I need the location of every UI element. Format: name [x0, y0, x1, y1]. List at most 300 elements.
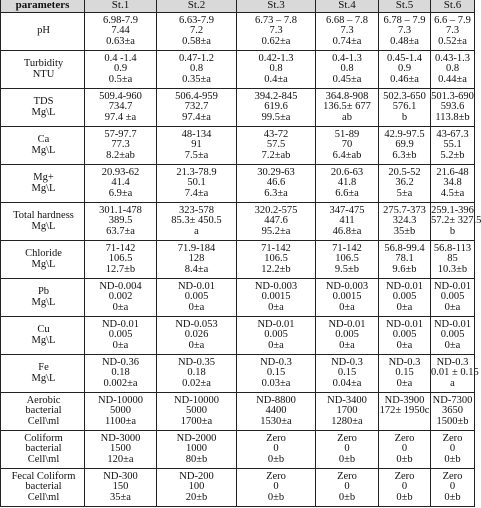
cell-line: 301.1-478 — [99, 204, 142, 216]
cell-line: 732.7 — [184, 101, 209, 113]
cell-line: 41.8 — [337, 177, 357, 189]
header-st3: St.3 — [237, 0, 316, 13]
cell-line: 0.4-1.3 — [332, 52, 362, 64]
cell-line: 4.5±a — [440, 187, 465, 199]
cell-line: 95.2±a — [261, 225, 291, 237]
cell-line: 0 — [344, 481, 350, 493]
data-cell — [316, 279, 379, 317]
data-cell — [157, 317, 237, 355]
table-row — [1, 279, 475, 317]
cell-line: 0±a — [268, 301, 284, 313]
data-cell — [379, 469, 431, 507]
cell-line: 9.6±b — [392, 263, 417, 275]
cell-line: 7.2±ab — [261, 149, 291, 161]
table-row — [1, 241, 475, 279]
cell-line: 8.4±a — [184, 263, 209, 275]
cell-line: 0.02±a — [182, 377, 211, 389]
cell-line: 0±a — [112, 339, 129, 351]
cell-line: 21.3-78.9 — [176, 166, 217, 178]
cell-line: ND-0.36 — [101, 356, 140, 368]
row-label-line: Fecal Coliform — [11, 470, 76, 482]
cell-line: 320.2-575 — [254, 204, 298, 216]
cell-line: 0.45-1.4 — [387, 52, 422, 64]
data-cell — [431, 469, 475, 507]
cell-line: 1280±a — [331, 415, 363, 427]
cell-line: 70 — [341, 139, 353, 151]
data-cell — [157, 165, 237, 203]
cell-line: 0.005 — [184, 291, 209, 303]
row-label-line: bacterial — [25, 443, 62, 455]
cell-line: 85.3± 450.5 — [171, 215, 222, 227]
cell-line: 20.6-63 — [330, 166, 364, 178]
cell-line: ND-0.3 — [260, 356, 292, 368]
cell-line: 447.6 — [264, 215, 288, 227]
cell-line: 35±b — [393, 225, 416, 237]
data-cell — [379, 241, 431, 279]
cell-line: ND-200 — [179, 470, 214, 482]
cell-line: b — [401, 111, 408, 123]
cell-line: 56.8-99.4 — [384, 242, 425, 254]
cell-line: 0±a — [268, 339, 284, 351]
data-cell — [157, 89, 237, 127]
data-cell — [379, 393, 431, 431]
cell-line: ND-0.01 — [433, 318, 472, 330]
cell-line: 0.5±a — [108, 73, 133, 85]
cell-line: 0.15 — [337, 367, 357, 379]
cell-line: 20±b — [185, 491, 208, 503]
row-label — [1, 431, 85, 469]
row-label-line: Cell\ml — [27, 453, 60, 465]
cell-line: ND-0.01 — [385, 318, 424, 330]
row-label — [1, 317, 85, 355]
data-cell — [316, 317, 379, 355]
cell-line: 593.6 — [440, 101, 465, 113]
cell-line: 106.5 — [264, 253, 288, 265]
row-label-line: Mg\L — [31, 258, 56, 270]
data-cell — [157, 393, 237, 431]
cell-line: ND-0.01 — [101, 318, 140, 330]
cell-line: 20.93-62 — [101, 166, 140, 178]
row-label — [1, 469, 85, 507]
cell-line: 7.3 — [340, 25, 354, 37]
cell-line: ND-0.01 — [328, 318, 366, 330]
cell-line: 0.4 -1.4 — [104, 52, 137, 64]
row-label-line: Cell\ml — [27, 415, 60, 427]
data-cell — [85, 317, 157, 355]
cell-line: 100 — [188, 481, 205, 493]
row-label — [1, 279, 85, 317]
data-cell — [85, 51, 157, 89]
cell-line: Zero — [337, 432, 357, 444]
data-cell — [157, 431, 237, 469]
cell-line: 1000 — [186, 443, 207, 455]
cell-line: 0.15 — [266, 367, 286, 379]
cell-line: 6.4±ab — [332, 149, 362, 161]
cell-line: 0±a — [396, 339, 413, 351]
cell-line: 57-97.7 — [104, 128, 137, 140]
row-label-line: Cu — [37, 324, 50, 335]
table-row — [1, 51, 475, 89]
cell-line: 1500 — [110, 443, 131, 455]
data-cell — [316, 51, 379, 89]
cell-line: 0.8 — [189, 63, 204, 75]
cell-line: 347-475 — [329, 204, 365, 216]
data-cell — [237, 13, 316, 51]
row-label-line: Mg\L — [31, 220, 56, 232]
cell-line: 1500±b — [436, 415, 469, 427]
row-label-line: Mg\L — [31, 296, 56, 308]
cell-line: 43-67.3 — [436, 128, 469, 140]
data-cell — [316, 89, 379, 127]
data-cell — [431, 317, 475, 355]
cell-line: 43-72 — [263, 128, 289, 140]
cell-line: a — [450, 377, 455, 389]
cell-line: ND-0.003 — [325, 280, 369, 292]
data-cell — [85, 203, 157, 241]
cell-line: 0.43-1.3 — [435, 52, 470, 64]
row-label-line: Mg\L — [31, 144, 56, 156]
data-cell — [157, 203, 237, 241]
data-cell — [237, 127, 316, 165]
row-label-line: Chloride — [25, 248, 62, 259]
table-row — [1, 13, 475, 51]
cell-line: 576.1 — [392, 101, 417, 113]
header-st5: St.5 — [379, 0, 431, 13]
cell-line: 0 — [273, 481, 279, 493]
cell-line: 394.2-845 — [254, 90, 298, 102]
cell-line: 4400 — [265, 405, 287, 417]
cell-line: 6.98-7.9 — [103, 14, 138, 26]
cell-line: 0.005 — [392, 291, 417, 303]
cell-line: 0.04±a — [332, 377, 362, 389]
cell-line: 0.002±a — [103, 377, 138, 389]
cell-line: 0.48±a — [390, 35, 419, 47]
cell-line: 0.47-1.2 — [179, 52, 214, 64]
data-cell — [237, 51, 316, 89]
cell-line: 6.6±a — [335, 187, 359, 199]
cell-line: 78.1 — [395, 253, 414, 265]
cell-line: 0±b — [338, 491, 356, 503]
cell-line: 91 — [191, 139, 202, 151]
data-cell — [237, 165, 316, 203]
data-cell — [431, 89, 475, 127]
cell-line: 0±b — [444, 453, 461, 465]
cell-line: 0.005 — [335, 329, 359, 341]
data-cell — [157, 13, 237, 51]
cell-line: 5000 — [186, 405, 207, 417]
cell-line: 35±a — [110, 491, 131, 503]
cell-line: 0 — [273, 443, 279, 455]
cell-line: 0.35±a — [182, 73, 211, 85]
cell-line: 99.5±a — [261, 111, 291, 123]
cell-line: 0.0015 — [332, 291, 362, 303]
table-row — [1, 355, 475, 393]
cell-line: 0±a — [188, 301, 205, 313]
row-label — [1, 393, 85, 431]
cell-line: 6.6 – 7.9 — [434, 14, 471, 26]
row-label-line: Mg\L — [31, 334, 56, 346]
cell-line: Zero — [337, 470, 357, 482]
cell-line: 0.01 ± 0.15 — [431, 367, 479, 379]
cell-line: 69.9 — [395, 139, 414, 151]
data-cell — [157, 241, 237, 279]
cell-line: 6.78 – 7.9 — [383, 14, 426, 26]
data-cell — [85, 431, 157, 469]
table-row — [1, 393, 475, 431]
data-cell — [85, 165, 157, 203]
cell-line: ND-0.3 — [331, 356, 363, 368]
row-label-line: Cell\ml — [27, 491, 60, 503]
cell-line: 0.03±a — [261, 377, 291, 389]
data-cell — [379, 89, 431, 127]
data-cell — [237, 393, 316, 431]
cell-line: 150 — [112, 481, 129, 493]
cell-line: 0±a — [112, 301, 129, 313]
data-cell — [85, 393, 157, 431]
cell-line: 0±b — [267, 491, 285, 503]
row-label — [1, 13, 85, 51]
cell-line: ab — [342, 111, 352, 123]
cell-line: 0 — [401, 443, 408, 455]
cell-line: 411 — [339, 215, 355, 227]
cell-line: 0±b — [338, 453, 356, 465]
table-row — [1, 431, 475, 469]
cell-line: ND-0.01 — [433, 280, 472, 292]
row-label — [1, 241, 85, 279]
cell-line: 136.5± 677 — [323, 101, 371, 113]
data-cell — [431, 241, 475, 279]
cell-line: 46.6 — [266, 177, 286, 189]
row-label-line: Mg\L — [31, 106, 56, 118]
cell-line: 85 — [447, 253, 458, 265]
cell-line: 0.026 — [184, 329, 209, 341]
row-label-line: Mg\L — [31, 372, 56, 384]
cell-line: 0.62±a — [261, 35, 291, 47]
cell-line: ND-10000 — [98, 394, 143, 406]
cell-line: 0±a — [396, 377, 413, 389]
cell-line: 0 — [401, 481, 408, 493]
data-cell — [157, 51, 237, 89]
cell-line: 6.3±b — [392, 149, 417, 161]
cell-line: 71.9-184 — [177, 242, 216, 254]
cell-line: 7.3 — [445, 25, 460, 37]
cell-line: 0±b — [396, 453, 413, 465]
row-label-line: Ca — [37, 134, 50, 145]
cell-line: 71-142 — [332, 242, 362, 254]
row-label-line: Mg+ — [33, 172, 54, 183]
table-row — [1, 203, 475, 241]
header-st1: St.1 — [85, 0, 157, 13]
cell-line: 5.2±b — [440, 149, 465, 161]
cell-line: 0±a — [396, 301, 413, 313]
data-cell — [316, 355, 379, 393]
cell-line: 0.002 — [108, 291, 133, 303]
cell-line: 0.005 — [264, 329, 288, 341]
cell-line: 57.2± 327.5 — [431, 215, 481, 227]
data-cell — [431, 355, 479, 393]
data-cell — [237, 431, 316, 469]
data-cell — [379, 51, 431, 89]
data-cell — [379, 355, 431, 393]
cell-line: 12.7±b — [105, 263, 136, 275]
cell-line: ND-0.004 — [99, 280, 142, 292]
cell-line: 364.8-908 — [325, 90, 369, 102]
cell-line: 46.8±a — [332, 225, 362, 237]
data-cell — [85, 469, 157, 507]
data-cell — [316, 203, 379, 241]
cell-line: 34.8 — [443, 177, 462, 189]
cell-line: 6.9±a — [108, 187, 133, 199]
row-label-line: TDS — [33, 96, 54, 107]
cell-line: 0±a — [339, 301, 355, 313]
cell-line: 734.7 — [108, 101, 133, 113]
cell-line: 501.3-690 — [431, 90, 474, 102]
cell-line: 3650 — [442, 405, 463, 417]
cell-line: 9.5±b — [334, 263, 360, 275]
cell-line: 0.4±a — [264, 73, 288, 85]
data-cell — [85, 13, 157, 51]
cell-line: 6.73 – 7.8 — [255, 14, 297, 26]
cell-line: 50.1 — [187, 177, 206, 189]
cell-line — [379, 417, 430, 428]
cell-line: 10.3±b — [437, 263, 468, 275]
data-cell — [431, 203, 481, 241]
data-cell — [379, 317, 431, 355]
data-cell — [157, 279, 237, 317]
table-row — [1, 469, 475, 507]
header-st2: St.2 — [157, 0, 237, 13]
cell-line: 0.005 — [440, 291, 465, 303]
data-cell — [316, 393, 379, 431]
cell-line: 36.2 — [395, 177, 414, 189]
cell-line: ND-0.3 — [436, 356, 469, 368]
cell-line: 0±a — [444, 301, 461, 313]
data-cell — [431, 165, 475, 203]
table-row — [1, 89, 475, 127]
table-body — [1, 13, 481, 507]
data-cell — [431, 431, 475, 469]
cell-line: 5±a — [396, 187, 413, 199]
row-label-line: Fe — [38, 362, 49, 373]
cell-line: 509.4-960 — [99, 90, 142, 102]
data-cell — [237, 241, 316, 279]
data-cell — [431, 279, 475, 317]
cell-line: 0.005 — [440, 329, 465, 341]
data-cell — [431, 51, 475, 89]
data-cell — [85, 127, 157, 165]
data-cell — [237, 317, 316, 355]
data-cell — [85, 279, 157, 317]
cell-line: 7.3 — [397, 25, 412, 37]
cell-line: 6.63-7.9 — [179, 14, 214, 26]
cell-line: 0±a — [188, 339, 205, 351]
cell-line: 106.5 — [335, 253, 359, 265]
cell-line: 0.74±a — [332, 35, 362, 47]
cell-line: 0.18 — [187, 367, 206, 379]
row-label — [1, 165, 85, 203]
cell-line: 1700±a — [180, 415, 213, 427]
data-cell — [316, 431, 379, 469]
cell-line: ND-0.35 — [177, 356, 216, 368]
cell-line: 71-142 — [105, 242, 136, 254]
row-label-line: Aerobic — [26, 394, 61, 406]
cell-line: Zero — [442, 432, 463, 444]
table-row — [1, 317, 475, 355]
data-cell — [237, 469, 316, 507]
cell-line: 71-142 — [261, 242, 291, 254]
cell-line: 128 — [188, 253, 205, 265]
cell-line: 0.42-1.3 — [258, 52, 294, 64]
data-cell — [379, 13, 431, 51]
data-cell — [431, 127, 475, 165]
cell-line: 55.1 — [443, 139, 462, 151]
row-label — [1, 51, 85, 89]
cell-line: 324.3 — [392, 215, 417, 227]
cell-line: 0.9 — [397, 63, 412, 75]
cell-line: 6.68 – 7.8 — [326, 14, 368, 26]
cell-line: ND-3900 — [384, 394, 425, 406]
data-cell — [379, 431, 431, 469]
row-label-line: Mg\L — [31, 182, 56, 194]
cell-line: ND-2000 — [176, 432, 217, 444]
cell-line: 0.8 — [269, 63, 283, 75]
data-cell — [379, 279, 431, 317]
cell-line: b — [449, 225, 456, 237]
cell-line: 63.7±a — [106, 225, 135, 237]
data-cell — [316, 127, 379, 165]
cell-line: 97.4±a — [182, 111, 211, 123]
cell-line: 0.9 — [113, 63, 128, 75]
cell-line: 30.29-63 — [257, 166, 295, 178]
row-label — [1, 203, 85, 241]
cell-line: 57.5 — [266, 139, 286, 151]
cell-line: 0.45±a — [332, 73, 362, 85]
cell-line: a — [194, 225, 199, 237]
cell-line: 0.58±a — [182, 35, 211, 47]
cell-line: 0±b — [267, 453, 285, 465]
cell-line: 0 — [449, 481, 456, 493]
cell-line: 502.3-650 — [383, 90, 426, 102]
data-cell — [157, 355, 237, 393]
data-cell — [379, 127, 431, 165]
cell-line: 6.3±a — [264, 187, 288, 199]
data-cell — [316, 165, 379, 203]
row-label-line: Total hardness — [13, 210, 74, 221]
data-cell — [237, 203, 316, 241]
cell-line: 113.8±b — [435, 111, 470, 123]
data-cell — [237, 89, 316, 127]
data-cell — [237, 279, 316, 317]
cell-line: Zero — [394, 432, 415, 444]
cell-line: 51-89 — [334, 128, 360, 140]
header-st4: St.4 — [316, 0, 379, 13]
cell-line: 48-134 — [181, 128, 212, 140]
cell-line: 0.15 — [395, 367, 414, 379]
cell-line: 389.5 — [108, 215, 133, 227]
data-cell — [157, 469, 237, 507]
cell-line: ND-3400 — [327, 394, 367, 406]
data-cell — [316, 469, 379, 507]
cell-line: ND-0.01 — [257, 318, 295, 330]
cell-line: 0.005 — [392, 329, 417, 341]
cell-line: 41.4 — [111, 177, 130, 189]
cell-line: 259.1-396 — [431, 204, 474, 216]
cell-line: 0.46±a — [390, 73, 419, 85]
cell-line: 120±a — [107, 453, 134, 465]
data-cell — [85, 355, 157, 393]
cell-line: ND-0.01 — [177, 280, 216, 292]
row-label-line: Coliform — [24, 432, 63, 444]
